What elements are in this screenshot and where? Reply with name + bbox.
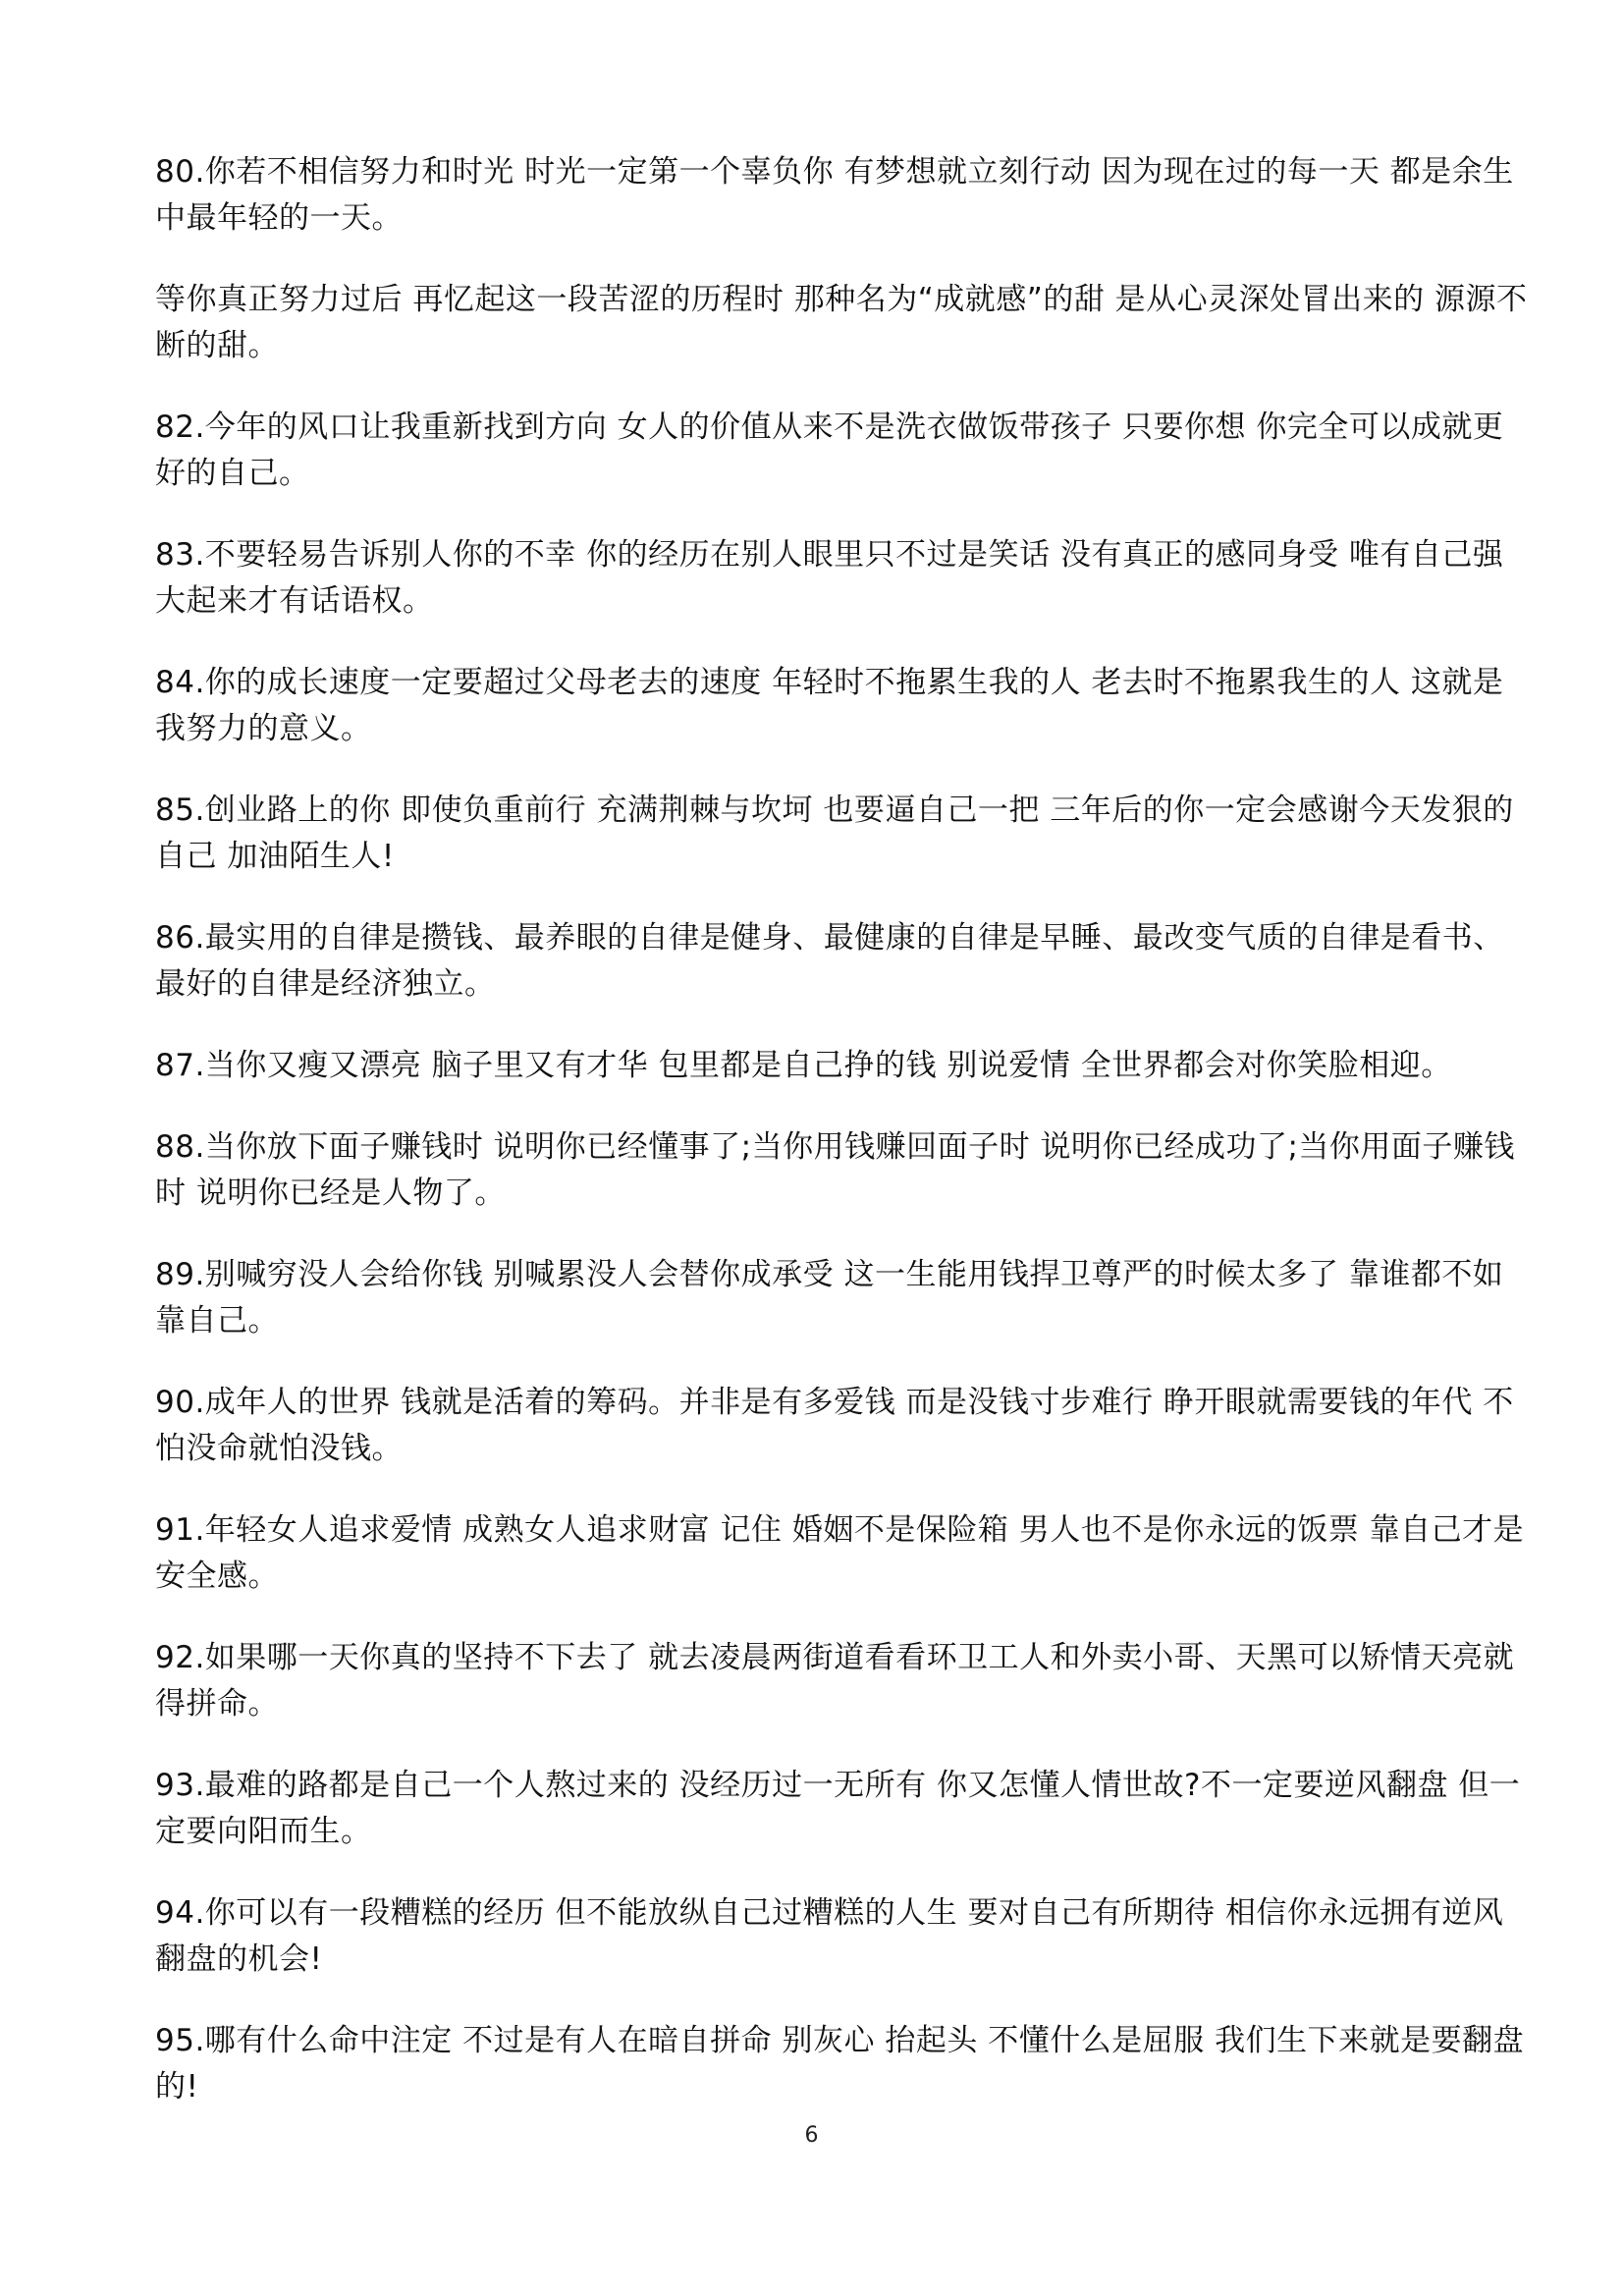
paragraph-95: 95.哪有什么命中注定 不过是有人在暗自拼命 别灰心 抬起头 不懂什么是屈服 我们生下来就是要翻盘的! (155, 2023, 1525, 2105)
paragraph-92: 92.如果哪一天你真的坚持不下去了 就去凌晨两街道看看环卫工人和外卖小哥、天黑可以矫情天亮就得拼命。 (155, 1640, 1515, 1722)
paragraph-82: 82.今年的风口让我重新找到方向 女人的价值从来不是洗衣做饭带孩子 只要你想 你完全可以成就更好的自己。 (155, 410, 1504, 491)
paragraph-80: 80.你若不相信努力和时光 时光一定第一个辜负你 有梦想就立刻行动 因为现在过的每一天 都是余生中最年轻的一天。 (155, 154, 1514, 236)
paragraph-84: 84.你的成长速度一定要超过父母老去的速度 年轻时不拖累生我的人 老去时不拖累我生的人 这就是我努力的意义。 (155, 665, 1504, 746)
paragraph-91: 91.年轻女人追求爱情 成熟女人追求财富 记住 婚姻不是保险箱 男人也不是你永远的饭票 靠自己才是安全感。 (155, 1512, 1525, 1594)
paragraph-89: 89.别喊穷没人会给你钱 别喊累没人会替你成承受 这一生能用钱捍卫尊严的时候太多了 靠谁都不如靠自己。 (155, 1257, 1504, 1339)
paragraph-87: 87.当你又瘦又漂亮 脑子里又有才华 包里都是自己挣的钱 别说爱情 全世界都会对你笑脸相迎。 (155, 1048, 1452, 1083)
page-number: 6 (804, 2123, 819, 2148)
paragraph-90: 90.成年人的世界 钱就是活着的筹码。并非是有多爱钱 而是没钱寸步难行 睁开眼就需要钱的年代 不怕没命就怕没钱。 (155, 1385, 1514, 1466)
paragraph-93: 93.最难的路都是自己一个人熬过来的 没经历过一无所有 你又怎懂人情世故?不一定要逆风翻盘 但一定要向阳而生。 (155, 1768, 1521, 1849)
paragraph-86: 86.最实用的自律是攒钱、最养眼的自律是健身、最健康的自律是早睡、最改变气质的自律是看书、最好的自律是经济独立。 (155, 920, 1504, 1002)
paragraph-94: 94.你可以有一段糟糕的经历 但不能放纵自己过糟糕的人生 要对自己有所期待 相信你永远拥有逆风翻盘的机会! (155, 1895, 1504, 1977)
document-body (155, 149, 1530, 2146)
paragraph-88: 88.当你放下面子赚钱时 说明你已经懂事了;当你用钱赚回面子时 说明你已经成功了;当你用面子赚钱时 说明你已经是人物了。 (155, 1129, 1515, 1211)
paragraph-81: 等你真正努力过后 再忆起这一段苦涩的历程时 那种名为“成就感”的甜 是从心灵深处冒出来的 源源不断的甜。 (155, 282, 1528, 363)
paragraph-85: 85.创业路上的你 即使负重前行 充满荆棘与坎坷 也要逼自己一把 三年后的你一定会感谢今天发狠的自己 加油陌生人! (155, 793, 1514, 874)
paragraph-83: 83.不要轻易告诉别人你的不幸 你的经历在别人眼里只不过是笑话 没有真正的感同身受 唯有自己强大起来才有话语权。 (155, 537, 1504, 619)
